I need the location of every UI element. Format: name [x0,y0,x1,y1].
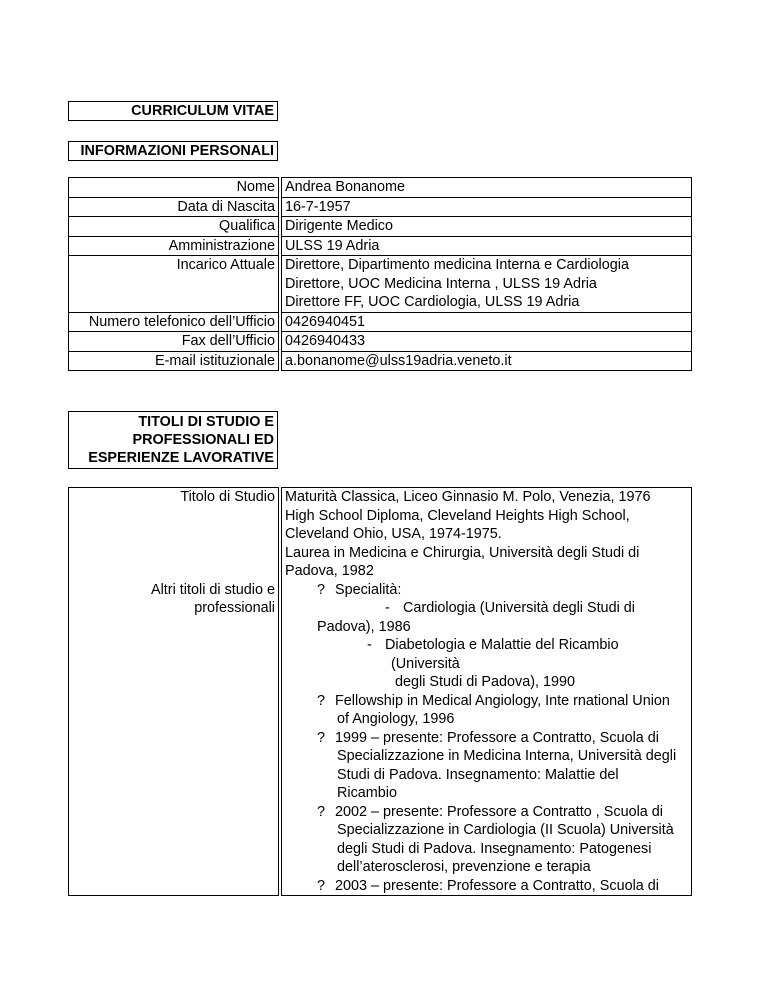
table-row [69,312,692,332]
altri-label [69,581,279,896]
incarico-line: Direttore FF, UOC Cardiologia, ULSS 19 Adria [285,294,580,310]
telefono-label: Numero telefonico dell’Ufficio [69,312,279,332]
list-item: ? Fellowship in Medical Angiology, Inte rnational Union [317,692,670,709]
titoli-title-line: TITOLI DI STUDIO E [138,414,274,430]
amministrazione-value: ULSS 19 Adria [282,236,692,256]
table-row [69,581,692,896]
bullet-icon: ? [317,581,326,598]
titoli-title-line: PROFESSIONALI ED [132,432,274,448]
personal-info-title: INFORMAZIONI PERSONALI [68,141,278,161]
list-item-cont: degli Studi di Padova), 1990 [395,674,576,690]
bullet-icon: ? [317,877,326,894]
qualifica-label: Qualifica [69,217,279,237]
email-value: a.bonanome@ulss19adria.veneto.it [282,351,692,371]
nome-label: Nome [69,178,279,198]
bullet-icon: ? [317,729,326,746]
titoli-title-line: ESPERIENZE LAVORATIVE [88,450,274,466]
incarico-value [282,256,692,313]
titolo-line: Padova, 1982 [285,563,374,579]
list-item-cont: Studi di Padova. Insegnamento: Malattie del [337,766,619,783]
table-row [69,332,692,352]
list-item-cont: Padova), 1986 [317,618,411,635]
studio-table [68,487,692,896]
nascita-label: Data di Nascita [69,197,279,217]
list-item: - Cardiologia (Università degli Studi di [385,600,635,616]
list-item-cont: Ricambio [337,785,397,801]
dash-icon: - [385,600,390,616]
nascita-value: 16-7-1957 [282,197,692,217]
dash-icon: - [367,637,372,653]
list-item: - Diabetologia e Malattie del Ricambio [367,637,619,653]
table-row [69,256,692,313]
table-row [69,197,692,217]
qualifica-value: Dirigente Medico [282,217,692,237]
titolo-label: Titolo di Studio [69,488,279,581]
list-item-cont: degli Studi di Padova. Insegnamento: Patogenesi [337,840,652,857]
list-item: ? Specialità: [317,581,402,598]
list-item-cont: Specializzazione in Cardiologia (II Scuola) Università [337,822,674,838]
incarico-line: Direttore, UOC Medicina Interna , ULSS 19 Adria [285,275,597,292]
nome-value: Andrea Bonanome [282,178,692,198]
fax-value: 0426940433 [282,332,692,352]
table-row [69,488,692,581]
titolo-line: Maturità Classica, Liceo Ginnasio M. Polo, Venezia, 1976 [285,489,651,505]
list-item-cont: of Angiology, 1996 [337,711,455,727]
altri-label-line: Altri titoli di studio e [151,581,275,598]
altri-label-line: professionali [194,600,275,616]
list-item: ? 2003 – presente: Professore a Contratto, Scuola di [317,877,659,894]
table-row [69,351,692,371]
list-item-cont: (Università [391,655,460,672]
titolo-line: High School Diploma, Cleveland Heights High School, [285,507,630,524]
list-item-cont: Specializzazione in Medicina Interna, Università degli [337,748,677,764]
cv-title: CURRICULUM VITAE [68,101,278,121]
altri-value [282,581,692,896]
table-row [69,178,692,198]
list-item: ? 2002 – presente: Professore a Contratto , Scuola di [317,803,663,820]
table-row [69,236,692,256]
titolo-line: Cleveland Ohio, USA, 1974-1975. [285,526,502,542]
incarico-line: Direttore, Dipartimento medicina Interna e Cardiologia [285,257,629,273]
table-row [69,217,692,237]
incarico-label: Incarico Attuale [69,256,279,313]
titoli-title [68,411,278,469]
titolo-value [282,488,692,581]
amministrazione-label: Amministrazione [69,236,279,256]
fax-label: Fax dell’Ufficio [69,332,279,352]
bullet-icon: ? [317,803,326,820]
list-item: ? 1999 – presente: Professore a Contratto, Scuola di [317,729,659,746]
bullet-icon: ? [317,692,326,709]
email-label: E-mail istituzionale [69,351,279,371]
telefono-value: 0426940451 [282,312,692,332]
titolo-line: Laurea in Medicina e Chirurgia, Università degli Studi di [285,544,640,561]
personal-info-table [68,177,692,371]
list-item-cont: dell’aterosclerosi, prevenzione e terapia [337,859,591,875]
